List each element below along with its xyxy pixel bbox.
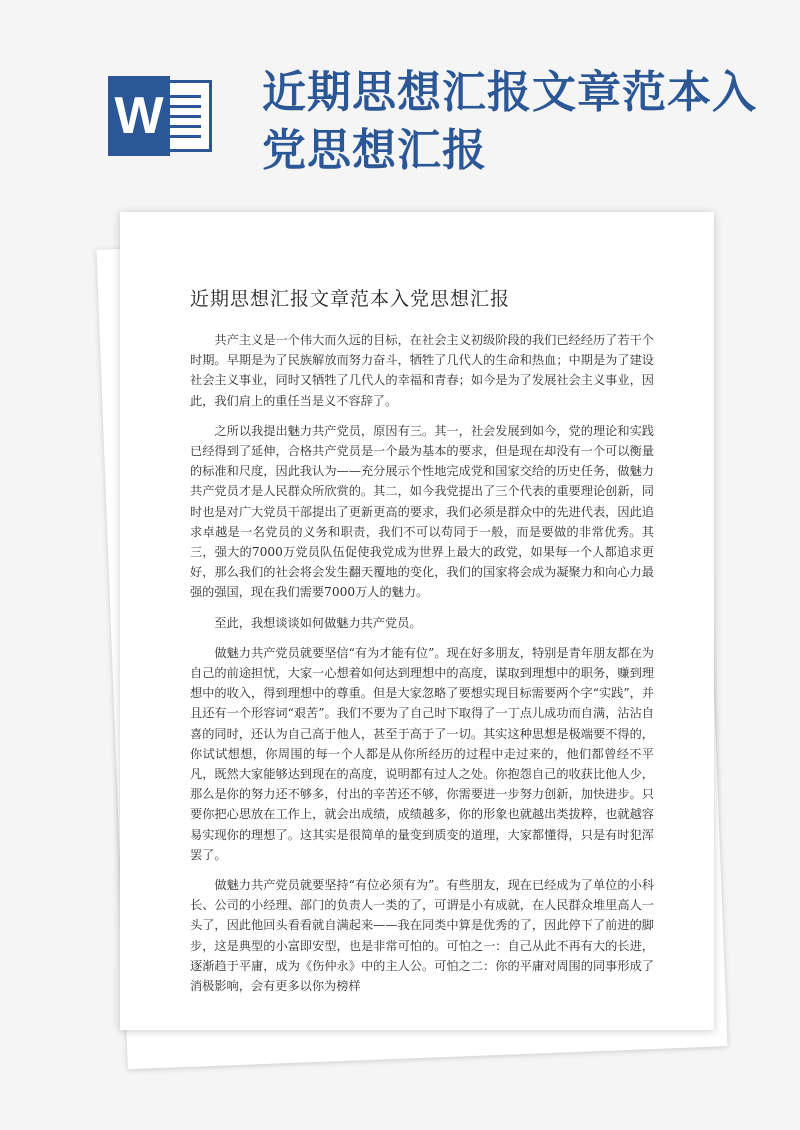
paragraph: 做魅力共产党员就要坚持“有位必须有为”。有些朋友，现在已经成为了单位的小科长、公司的小经理、部门的负责人一类的了，可谓是小有成就，在人民群众堆里高人一头了，因此他回头看看就自满起来——我在同类中算是优秀的了，因此停下了前进的脚步，这是典型的小富即安型，也是非常可怕的。可怕之一：自己从此不再有大的长进，逐渐趋于平庸，成为《伤仲永》中的主人公。可怕之二：你的平庸对周围的同事形成了消极影响，会有更多以你为榜样 (190, 878, 654, 994)
word-document-icon (108, 76, 213, 156)
paragraph: 做魅力共产党员就要坚信“有为才能有位”。现在好多朋友，特别是青年朋友都在为自己的前途担忧，大家一心想着如何达到理想中的高度，谋取到理想中的职务，赚到理想中的收入，得到理想中的尊重。但是大家忽略了要想实现目标需要两个字“实践”，并且还有一个形容词“艰苦”。我们不要为了自己时下取得了一丁点儿成功而自满，沾沾自喜的同时，还认为自己高于他人，甚至于高于了一切。其实这种思想是极端要不得的，你试试想想，你周围的每一个人都是从你所经历的过程中走过来的，他们都曾经不平凡，既然大家能够达到现在的高度，说明都有过人之处。你抱怨自己的收获比他人少，那么是你的努力还不够多，付出的辛苦还不够，你需要进一步努力创新，加快进步。只要你把心思放在工作上，就会出成绩，成绩越多，你的形象也就越出类拔粹，也就越容易实现你的理想了。这其实是很简单的量变到质变的道理，大家都懂得，只是有时犯浑罢了。 (190, 645, 654, 862)
document-title: 近期思想汇报文章范本入党思想汇报 (190, 288, 511, 310)
document-body (190, 330, 654, 1006)
paragraph: 至此，我想谈谈如何做魅力共产党员。 (214, 615, 422, 630)
paragraph: 之所以我提出魅力共产党员，原因有三。其一，社会发展到如今，党的理论和实践已经得到了延伸，合格共产党员是一个最为基本的要求，但是现在却没有一个可以衡量的标准和尺度，因此我认为——充分展示个性地完成党和国家交给的历史任务，做魅力共产党员才是人民群众所欣赏的。其二，如今我党提出了三个代表的重要理论创新，同时也是对广大党员干部提出了更新更高的要求，我们必须是群众中的先进代表，因此追求卓越是一名党员的义务和职责，我们不可以苟同于一般，而是要做的非常优秀。其三，强大的7000万党员队伍促使我党成为世界上最大的政党，如果每一个人都追求更好，那么我们的社会将会发生翻天覆地的变化，我们的国家将会成为凝聚力和向心力最强的强国，现在我们需要7000万人的魅力。 (190, 423, 654, 600)
paragraph: 共产主义是一个伟大而久远的目标，在社会主义初级阶段的我们已经经历了若干个时期。早期是为了民族解放而努力奋斗，牺牲了几代人的生命和热血；中期是为了建设社会主义事业，同时又牺牲了几代人的幸福和青春；如今是为了发展社会主义事业，因此，我们肩上的重任当是义不容辞了。 (190, 333, 654, 408)
banner-title: 近期思想汇报文章范本入党思想汇报 (262, 67, 757, 176)
document-page (120, 212, 714, 1030)
word-letter: W (108, 76, 170, 156)
